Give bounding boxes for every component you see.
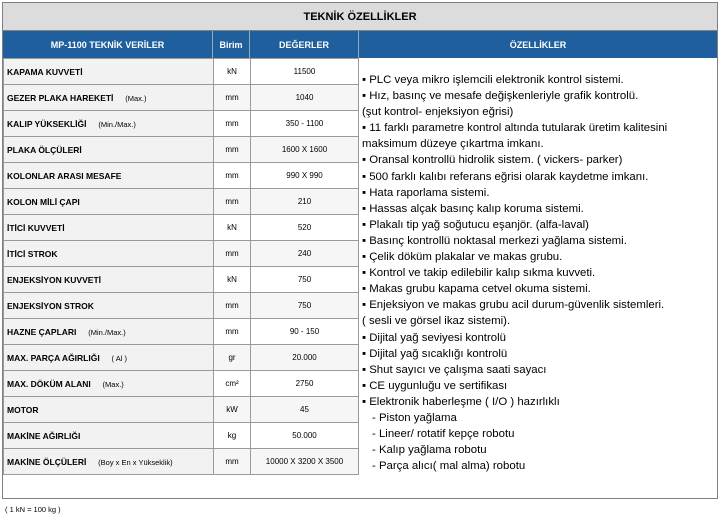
spec-name-cell <box>4 241 214 267</box>
spec-name-cell <box>4 449 214 475</box>
table-row <box>4 371 359 397</box>
feature-item: ▪ Hata raporlama sistemi. <box>362 186 490 199</box>
spec-note: (Min./Max.) <box>88 327 126 337</box>
header-value: DEĞERLER <box>250 31 359 58</box>
table-row <box>4 267 359 293</box>
spec-name: İTİCİ KUVVETİ <box>7 222 65 233</box>
spec-name-cell <box>4 293 214 319</box>
feature-item: ▪ Dijital yağ seviyesi kontrolü <box>362 331 506 344</box>
spec-value: 520 <box>251 215 359 241</box>
feature-item: ▪ 11 farklı parametre kontrol altında tutularak üretim kalitesini <box>362 122 668 135</box>
spec-note: (Boy x En x Yükseklik) <box>98 457 173 467</box>
feature-item: ▪ Hassas alçak basınç kalıp koruma sistemi. <box>362 202 584 215</box>
spec-table <box>3 58 359 475</box>
spec-name-cell <box>4 345 214 371</box>
spec-name: MAX. DÖKÜM ALANI <box>7 378 91 389</box>
spec-unit: kN <box>214 59 251 85</box>
spec-name-cell <box>4 267 214 293</box>
spec-name: MAKİNE AĞIRLIĞI <box>7 430 81 441</box>
spec-name: KOLONLAR ARASI MESAFE <box>7 170 122 181</box>
table-row <box>4 137 359 163</box>
spec-name: KOLON MİLİ ÇAPI <box>7 196 80 207</box>
feature-item: ▪ Oransal kontrollü hidrolik sistem. ( vickers- parker) <box>362 154 623 167</box>
table-row <box>4 241 359 267</box>
feature-item: ▪ Çelik döküm plakalar ve makas grubu. <box>362 251 563 264</box>
spec-unit: mm <box>214 319 251 345</box>
spec-value: 10000 X 3200 X 3500 <box>251 449 359 475</box>
spec-sheet <box>2 2 718 499</box>
spec-value: 50.000 <box>251 423 359 449</box>
spec-note: (Min./Max.) <box>98 119 136 129</box>
spec-name: MAX. PARÇA AĞIRLIĞI <box>7 352 100 363</box>
spec-value: 1600 X 1600 <box>251 137 359 163</box>
feature-item: ▪ Dijital yağ sıcaklığı kontrolü <box>362 347 508 360</box>
spec-unit: mm <box>214 189 251 215</box>
spec-name-cell <box>4 163 214 189</box>
table-row <box>4 59 359 85</box>
feature-subitem: - Piston yağlama <box>372 411 457 424</box>
spec-unit: gr <box>214 345 251 371</box>
feature-item: ▪ Enjeksiyon ve makas grubu acil durum-güvenlik sistemleri. <box>362 299 665 312</box>
spec-unit: mm <box>214 449 251 475</box>
spec-unit: kN <box>214 267 251 293</box>
spec-unit: cm² <box>214 371 251 397</box>
spec-name: HAZNE ÇAPLARI <box>7 326 77 337</box>
spec-value: 750 <box>251 267 359 293</box>
spec-value: 20.000 <box>251 345 359 371</box>
feature-item: (şut kontrol- enjeksiyon eğrisi) <box>362 106 514 119</box>
feature-item: ▪ CE uygunluğu ve sertifikası <box>362 379 508 392</box>
spec-name-cell <box>4 137 214 163</box>
spec-name: PLAKA ÖLÇÜLERİ <box>7 144 82 155</box>
spec-value: 750 <box>251 293 359 319</box>
page-title: TEKNİK ÖZELLİKLER <box>3 3 717 31</box>
spec-value: 90 - 150 <box>251 319 359 345</box>
table-row <box>4 85 359 111</box>
spec-value: 45 <box>251 397 359 423</box>
table-row <box>4 163 359 189</box>
table-row <box>4 449 359 475</box>
spec-name-cell <box>4 319 214 345</box>
spec-name-cell <box>4 189 214 215</box>
header-features: ÖZELLİKLER <box>359 31 717 58</box>
spec-name-cell <box>4 111 214 137</box>
feature-item: ▪ Kontrol ve takip edilebilir kalıp sıkma kuvveti. <box>362 267 596 280</box>
spec-value: 990 X 990 <box>251 163 359 189</box>
spec-name: ENJEKSİYON KUVVETİ <box>7 274 101 285</box>
spec-value: 210 <box>251 189 359 215</box>
table-row <box>4 293 359 319</box>
spec-unit: mm <box>214 137 251 163</box>
feature-item: ▪ Basınç kontrollü noktasal merkezi yağlama sistemi. <box>362 234 627 247</box>
spec-name-cell <box>4 215 214 241</box>
spec-name: KALIP YÜKSEKLİĞİ <box>7 118 87 129</box>
spec-value: 240 <box>251 241 359 267</box>
spec-note: (Max.) <box>102 379 124 389</box>
spec-name-cell <box>4 423 214 449</box>
feature-item: ▪ 500 farklı kalıbı referans eğrisi olarak kaydetme imkanı. <box>362 170 649 183</box>
table-row <box>4 319 359 345</box>
feature-subitem: - Lineer/ rotatif kepçe robotu <box>372 428 515 441</box>
spec-name-cell <box>4 85 214 111</box>
feature-item: ▪ Plakalı tip yağ soğutucu eşanjör. (alfa-laval) <box>362 218 589 231</box>
spec-note: (Max.) <box>125 93 147 103</box>
spec-unit: mm <box>214 111 251 137</box>
spec-unit: kg <box>214 423 251 449</box>
features-list <box>359 58 719 499</box>
feature-item: ▪ Shut sayıcı ve çalışma saati sayacı <box>362 363 547 376</box>
spec-unit: mm <box>214 163 251 189</box>
spec-value: 11500 <box>251 59 359 85</box>
header-unit: Birim <box>213 31 250 58</box>
feature-item: ▪ Hız, basınç ve mesafe değişkenleriyle grafik kontrolü. <box>362 90 639 103</box>
spec-name: İTİCİ STROK <box>7 248 58 259</box>
spec-unit: mm <box>214 241 251 267</box>
spec-name: ENJEKSİYON STROK <box>7 300 94 311</box>
feature-item: ( sesli ve görsel ikaz sistemi). <box>362 315 511 328</box>
spec-value: 1040 <box>251 85 359 111</box>
unit-footnote: ( 1 kN = 100 kg ) <box>5 505 61 514</box>
header-spec: MP-1100 TEKNİK VERİLER <box>3 31 213 58</box>
table-row <box>4 345 359 371</box>
spec-name-cell <box>4 59 214 85</box>
spec-unit: kN <box>214 215 251 241</box>
spec-note: ( Al ) <box>111 353 127 363</box>
table-row <box>4 423 359 449</box>
spec-value: 350 - 1100 <box>251 111 359 137</box>
table-row <box>4 189 359 215</box>
feature-item: ▪ Makas grubu kapama cetvel okuma sistemi. <box>362 283 591 296</box>
feature-item: ▪ PLC veya mikro işlemcili elektronik kontrol sistemi. <box>362 74 624 86</box>
spec-name: KAPAMA KUVVETİ <box>7 66 83 77</box>
spec-name-cell <box>4 371 214 397</box>
spec-unit: kW <box>214 397 251 423</box>
spec-name: MAKİNE ÖLÇÜLERİ <box>7 456 87 467</box>
table-row <box>4 111 359 137</box>
feature-subitem: - Kalıp yağlama robotu <box>372 444 487 457</box>
table-row <box>4 397 359 423</box>
table-row <box>4 215 359 241</box>
spec-name: MOTOR <box>7 404 39 415</box>
spec-value: 2750 <box>251 371 359 397</box>
spec-name-cell <box>4 397 214 423</box>
feature-item: maksimum düzeye çıkartma imkanı. <box>362 138 544 151</box>
spec-unit: mm <box>214 85 251 111</box>
spec-name: GEZER PLAKA HAREKETİ <box>7 92 114 103</box>
feature-subitem: - Parça alıcı( mal alma) robotu <box>372 460 526 473</box>
spec-unit: mm <box>214 293 251 319</box>
feature-item: ▪ Elektronik haberleşme ( I/O ) hazırlıklı <box>362 395 560 408</box>
